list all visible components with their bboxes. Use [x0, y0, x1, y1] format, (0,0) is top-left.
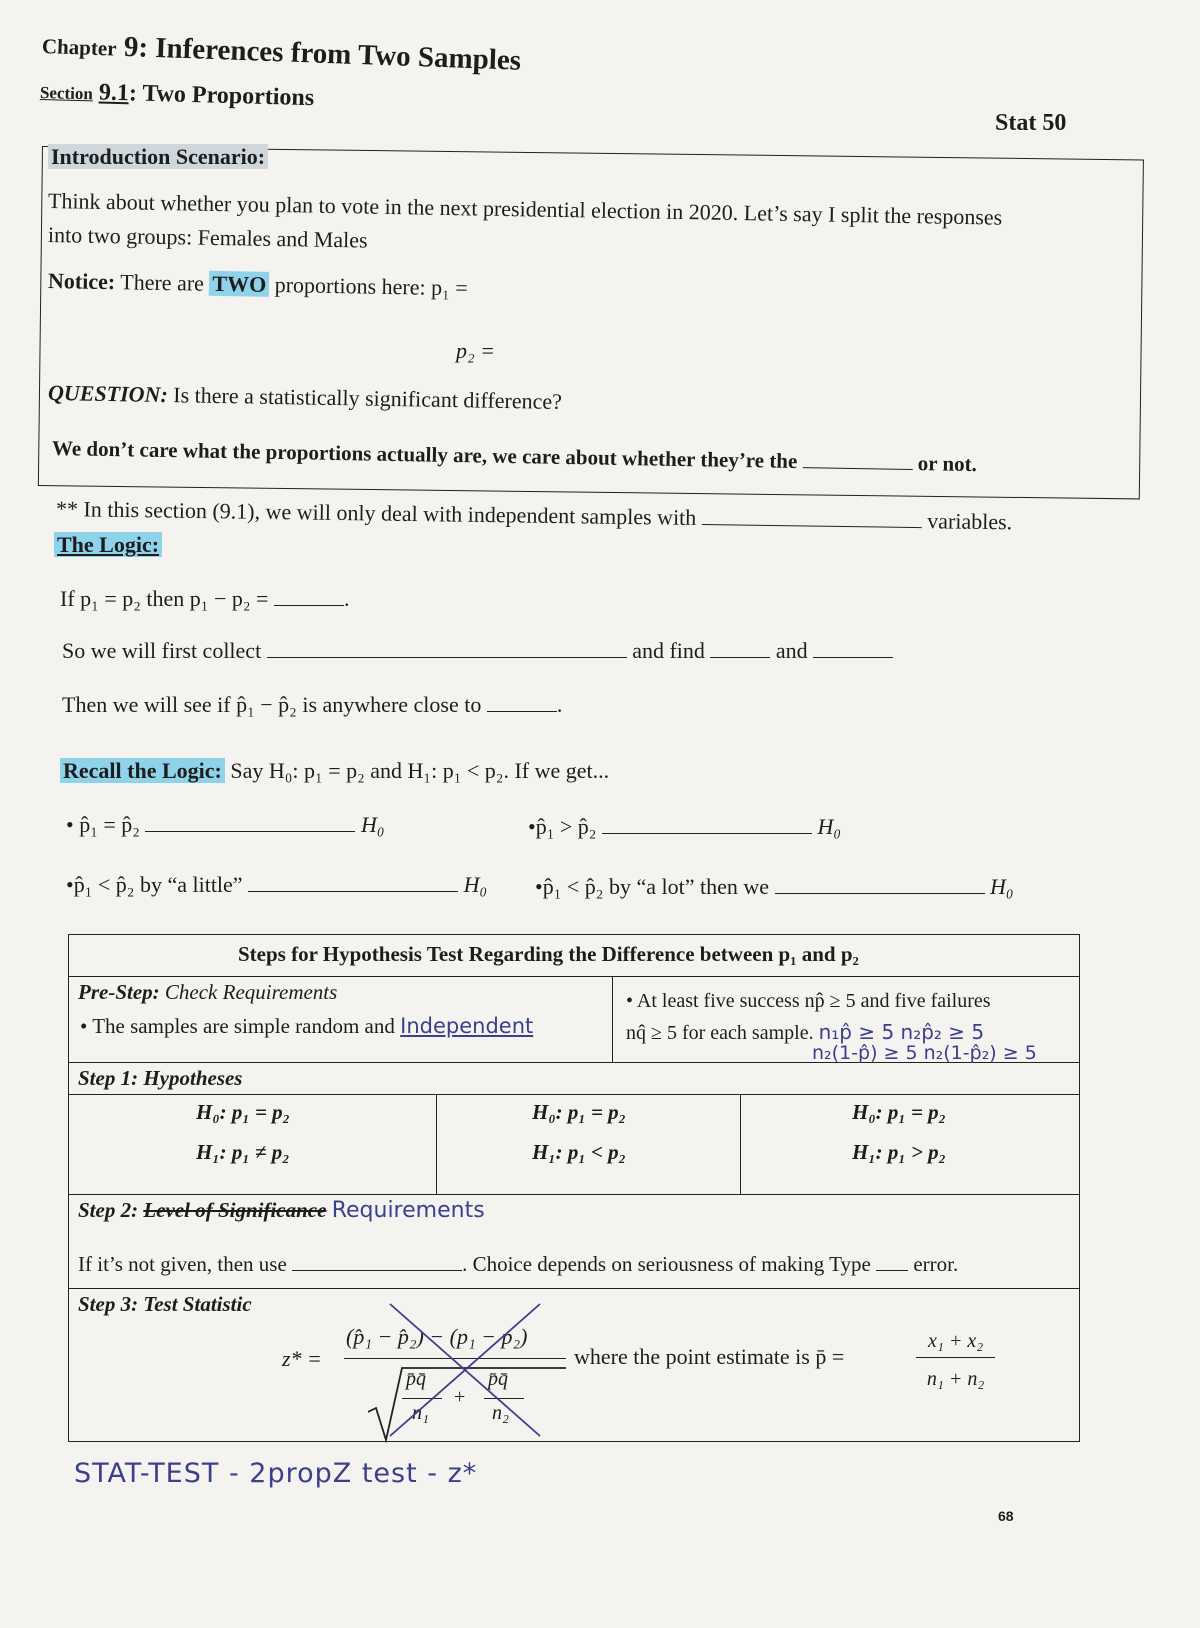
- step2-blank-1[interactable]: [292, 1269, 462, 1271]
- steps-vrule-h1: [436, 1094, 437, 1194]
- hyp-2-h1: H₁: p₁ < p₂: [532, 1140, 627, 1164]
- step2-strike: Level of Significance: [143, 1198, 327, 1222]
- chapter-prefix: Chapter: [41, 34, 117, 61]
- care-end: or not.: [917, 451, 978, 477]
- logic-line2a: So we will first collect: [62, 638, 262, 663]
- steps-vrule-pre: [612, 976, 613, 1062]
- logic-line1-text: If p₁ = p₂ then p₁ − p₂ =: [60, 586, 269, 611]
- logic-line2b: and find: [632, 638, 705, 663]
- step2-line: [78, 1252, 958, 1277]
- steps-rule-4: [68, 1194, 1080, 1195]
- prestep-bullet-text: • The samples are simple random and: [80, 1014, 395, 1038]
- prestep-heading: [78, 980, 337, 1005]
- logic-line1: If p₁ = p₂ then p₁ − p₂ = .: [60, 586, 350, 611]
- logic-heading: [54, 532, 162, 558]
- req-line-2-text: nq̂ ≥ 5 for each sample.: [626, 1022, 814, 1044]
- recall-line: [60, 758, 609, 784]
- logic-blank-2[interactable]: [267, 656, 627, 658]
- step2-hand: Requirements: [331, 1198, 485, 1223]
- question-text: Is there a statistically significant difference?: [167, 382, 563, 414]
- recall-h0-4: H₀: [990, 874, 1014, 899]
- step1-label: Step 1: Hypotheses: [78, 1066, 243, 1090]
- pbar-den: n₁ + n₂: [926, 1368, 985, 1390]
- intro-line1: Think about whether you plan to vote in the next presidential election in 2020. Let’s say I split the responses: [47, 188, 1003, 230]
- steps-rule-1: [68, 976, 1080, 977]
- step2-heading: [78, 1198, 485, 1223]
- chapter-rest: 9: Inferences from Two Samples: [123, 30, 522, 77]
- chapter-title: [41, 28, 521, 78]
- den-b: p̄q̄: [488, 1368, 508, 1390]
- formula-numerator: (p̂₁ − p̂₂) − (p₁ − p₂): [346, 1324, 528, 1349]
- recall-bullet-2: [528, 814, 841, 840]
- prestep-hand: Independent: [400, 1014, 534, 1038]
- page-number: 68: [998, 1508, 1014, 1524]
- section-prefix: Section: [39, 83, 94, 104]
- note-end: variables.: [927, 508, 1013, 535]
- course-label: Stat 50: [995, 110, 1067, 136]
- logic-blank-1[interactable]: [274, 604, 344, 606]
- note-text: ** In this section (9.1), we will only deal with independent samples with: [55, 496, 697, 530]
- notice-label: Notice:: [47, 268, 116, 295]
- where-text: where the point estimate is p̄ =: [574, 1344, 845, 1369]
- logic-line2c: and: [775, 638, 808, 663]
- recall-blank-1[interactable]: [145, 830, 355, 832]
- hyp-3-h1: H₁: p₁ > p₂: [852, 1140, 947, 1164]
- recall-b2: •p̂₁ > p̂₂: [528, 814, 597, 839]
- pbar-num: x₁ + x₂: [916, 1330, 995, 1358]
- care-text: We don’t care what the proportions actually are, we care about whether they’re the: [51, 436, 798, 474]
- logic-line2: [62, 638, 893, 664]
- recall-blank-3[interactable]: [248, 890, 458, 892]
- hand-note: STAT-TEST - 2propZ test - z*: [74, 1458, 478, 1489]
- steps-title: Steps for Hypothesis Test Regarding the Difference between p₁ and p₂: [238, 942, 859, 966]
- step2-text1: If it’s not given, then use: [78, 1252, 287, 1276]
- intro-line2: into two groups: Females and Males: [47, 222, 368, 253]
- recall-bullet-4: [535, 874, 1014, 900]
- req-hand-1: n₁p̂ ≥ 5 n₂p̂₂ ≥ 5: [818, 1020, 985, 1044]
- formula-crossout: [380, 1296, 550, 1442]
- notice-post: proportions here: p₁ =: [269, 271, 468, 301]
- recall-h0-3: H₀: [463, 872, 488, 897]
- section-num: 9.1: [98, 79, 130, 107]
- recall-blank-4[interactable]: [775, 892, 985, 894]
- recall-bullet-3: [66, 872, 487, 898]
- note-line: [56, 496, 1013, 535]
- logic-blank-3[interactable]: [710, 656, 770, 658]
- logic-heading-text: The Logic:: [54, 532, 162, 557]
- den-n1: n₁: [412, 1402, 429, 1424]
- recall-h0-2: H₀: [817, 814, 841, 839]
- hyp-3-h0: H₀: p₁ = p₂: [852, 1100, 947, 1124]
- section-rest: : Two Proportions: [128, 80, 315, 112]
- recall-h0-1: H₀: [360, 812, 385, 837]
- step2-text2: . Choice depends on seriousness of making Type: [462, 1252, 871, 1276]
- p2-label: p₂ =: [456, 338, 495, 363]
- step3-label: Step 3: Test Statistic: [78, 1292, 252, 1316]
- den-n2: n₂: [492, 1402, 509, 1424]
- logic-line3: Then we will see if p̂₁ − p̂₂ is anywhere close to .: [62, 692, 563, 717]
- req-hand-2: n₂(1-p̂) ≥ 5 n₂(1-p̂₂) ≥ 5: [812, 1042, 1037, 1064]
- den-plus: +: [454, 1386, 466, 1408]
- recall-bullet-1: [66, 812, 385, 838]
- question-label: QUESTION:: [47, 380, 169, 408]
- hyp-1-h0: H₀: p₁ = p₂: [196, 1100, 291, 1124]
- section-title: [40, 78, 315, 112]
- notice-pre: There are: [114, 269, 210, 296]
- logic-blank-4[interactable]: [813, 656, 893, 658]
- recall-heading: Recall the Logic:: [60, 758, 225, 783]
- zstar-label: z* =: [282, 1346, 322, 1371]
- req-line-1: • At least five success np̂ ≥ 5 and five failures: [626, 990, 991, 1012]
- steps-rule-3: [68, 1094, 1080, 1095]
- prestep-bullet: [80, 1014, 533, 1039]
- notice-two: TWO: [209, 271, 269, 297]
- recall-b3: •p̂₁ < p̂₂ by “a little”: [66, 872, 243, 897]
- den-a: p̄q̄: [406, 1368, 426, 1390]
- prestep-label: Pre-Step:: [78, 980, 160, 1004]
- intro-heading-text: Introduction Scenario:: [48, 144, 268, 169]
- recall-b1: • p̂₁ = p̂₂: [66, 812, 140, 837]
- note-blank[interactable]: [702, 523, 922, 528]
- pbar-fraction: [916, 1330, 995, 1391]
- prestep-text: Check Requirements: [159, 980, 338, 1004]
- care-blank[interactable]: [802, 466, 912, 470]
- steps-rule-5: [68, 1288, 1080, 1289]
- logic-blank-5[interactable]: [487, 710, 557, 712]
- step2-label: Step 2:: [78, 1198, 139, 1222]
- recall-blank-2[interactable]: [602, 832, 812, 834]
- intro-heading: [48, 144, 268, 170]
- step2-blank-2[interactable]: [876, 1269, 908, 1271]
- steps-vrule-h2: [740, 1094, 741, 1194]
- logic-line3-text: Then we will see if p̂₁ − p̂₂ is anywhere close to: [62, 692, 482, 717]
- recall-text: Say H₀: p₁ = p₂ and H₁: p₁ < p₂. If we get...: [224, 758, 610, 783]
- recall-b4: •p̂₁ < p̂₂ by “a lot” then we: [535, 874, 769, 899]
- step2-text3: error.: [913, 1252, 959, 1276]
- hyp-1-h1: H₁: p₁ ≠ p₂: [196, 1140, 290, 1164]
- hyp-2-h0: H₀: p₁ = p₂: [532, 1100, 627, 1124]
